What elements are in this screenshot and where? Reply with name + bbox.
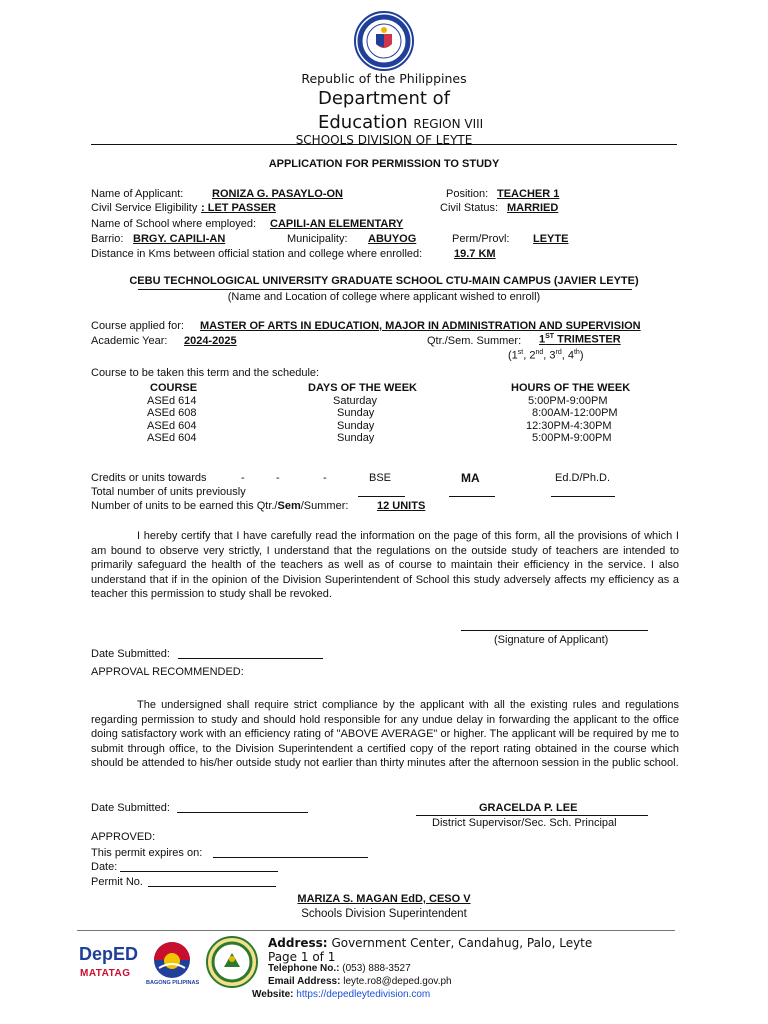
supervisor-signature-line — [416, 815, 648, 816]
schedule-header-hours: HOURS OF THE WEEK — [511, 382, 631, 394]
footer-telephone: Telephone No.: (053) 888-3527 — [268, 963, 411, 974]
term-label: Qtr./Sem. Summer: — [427, 335, 522, 347]
department-line: Department of — [318, 88, 450, 109]
undertaking-paragraph: The undersigned shall require strict compliance by the applicant with all the existing rules and regulations regarding permission to study and should hold responsible for any undue delay in forwarding the applicant to the office doing satisfactory work with an efficiency rating of "ABOVE AVERAGE" or higher. The applicant will be required by me to submit through office, to the Division Superintendent a certified copy of the report rating obtained in the course which should be attended to his/her outside study not earlier than thirty minutes after the afternoon session in the public school. — [91, 699, 679, 770]
supervisor-title: District Supervisor/Sec. Sch. Principal — [432, 817, 617, 829]
schedule-hours-3: 12:30PM-4:30PM — [526, 420, 612, 432]
supervisor-name: GRACELDA P. LEE — [479, 802, 578, 814]
permit-label: Permit No. — [91, 876, 143, 888]
barrio-label: Barrio: — [91, 233, 124, 245]
province-label: Perm/Provl: — [452, 233, 510, 245]
civil-status-value: MARRIED — [507, 202, 559, 214]
date-submitted-label-2: Date Submitted: — [91, 802, 170, 814]
website-link[interactable]: https://depedleytedivision.com — [296, 989, 431, 1000]
education-line — [318, 112, 483, 133]
credits-dash-3: - — [323, 472, 327, 484]
course-label: Course applied for: — [91, 320, 184, 332]
applicant-name: RONIZA G. PASAYLO-ON — [212, 188, 343, 200]
schedule-course-1: ASEd 614 — [147, 395, 197, 407]
municipality-value: ABUYOG — [368, 233, 417, 245]
term-hint: (1st, 2nd, 3rd, 4th) — [508, 349, 584, 362]
credits-bse: BSE — [369, 472, 392, 484]
credits-dash-2: - — [276, 472, 280, 484]
bagong-pilipinas-text: BAGONG PILIPINAS — [146, 980, 200, 986]
approval-recommended-label: APPROVAL RECOMMENDED: — [91, 666, 244, 678]
college-name: CEBU TECHNOLOGICAL UNIVERSITY GRADUATE SCHOOL CTU-MAIN CAMPUS (JAVIER LEYTE) — [129, 275, 639, 287]
distance-label: Distance in Kms between official station and college where enrolled: — [91, 248, 423, 260]
schedule-day-2: Sunday — [337, 407, 375, 419]
schedule-hours-4: 5:00PM-9:00PM — [532, 432, 612, 444]
footer-page: Page 1 of 1 — [268, 950, 336, 964]
certification-paragraph: I hereby certify that I have carefully read the information on the page of this form, all the provisions of which I am bound to observe very strictly, I understand that the regulations on the outside study of teachers are intended to primarily safeguard the health of the teachers as well as of course to maintain their efficiency in the service. I also understand that if in the opinion of the Division Superintendent of School this study adversely affects my efficiency as a teacher this permission to study shall be revoked. — [91, 530, 679, 601]
distance-value: 19.7 KM — [454, 248, 496, 260]
approved-label: APPROVED: — [91, 831, 156, 843]
region-label: REGION VIII — [413, 117, 484, 131]
date-submitted-label-1: Date Submitted: — [91, 648, 170, 660]
date-submitted-blank-2 — [177, 812, 308, 813]
previous-units-edd-blank — [551, 496, 615, 497]
course-value: MASTER OF ARTS IN EDUCATION, MAJOR IN ADMINISTRATION AND SUPERVISION — [200, 320, 641, 332]
name-label: Name of Applicant: — [91, 188, 184, 200]
province-value: LEYTE — [533, 233, 569, 245]
date-submitted-blank-1 — [178, 658, 323, 659]
schedule-course-3: ASEd 604 — [147, 420, 197, 432]
expires-label: This permit expires on: — [91, 847, 203, 859]
college-rule — [138, 289, 632, 290]
bagong-pilipinas-logo-icon — [145, 940, 199, 980]
term-value: 1ST TRIMESTER — [539, 333, 621, 346]
superintendent-name: MARIZA S. MAGAN EdD, CESO V — [297, 893, 471, 905]
schedule-header-course: COURSE — [150, 382, 198, 394]
schedule-day-1: Saturday — [333, 395, 378, 407]
deped-logo — [79, 944, 138, 965]
position-label: Position: — [446, 188, 489, 200]
deped-logo-text: DepED — [79, 944, 139, 964]
schedule-header-days: DAYS OF THE WEEK — [308, 382, 417, 394]
credits-label: Credits or units towards — [91, 472, 207, 484]
schedule-intro: Course to be taken this term and the schedule: — [91, 367, 320, 379]
schedule-hours-1: 5:00PM-9:00PM — [528, 395, 608, 407]
footer-rule — [77, 930, 675, 931]
education-word: Education — [318, 112, 408, 133]
previous-units-ma-blank — [449, 496, 495, 497]
barrio-value: BRGY. CAPILI-AN — [133, 233, 226, 245]
school-value: CAPILI-AN ELEMENTARY — [270, 218, 404, 230]
college-caption: (Name and Location of college where applicant wished to enroll) — [227, 291, 541, 303]
permit-blank — [148, 886, 276, 887]
footer-website: Website: https://depedleytedivision.com — [252, 989, 431, 1000]
footer-email: Email Address: leyte.ro8@deped.gov.ph — [268, 976, 452, 987]
civil-status-label: Civil Status: — [440, 202, 499, 214]
schedule-day-3: Sunday — [337, 420, 375, 432]
credits-dash-1: - — [241, 472, 245, 484]
division-line: SCHOOLS DIVISION OF LEYTE — [295, 133, 473, 144]
school-label: Name of School where employed: — [91, 218, 257, 230]
form-title: APPLICATION FOR PERMISSION TO STUDY — [268, 158, 500, 170]
academic-year-label: Academic Year: — [91, 335, 168, 347]
header-rule — [91, 144, 677, 145]
deped-seal-icon — [352, 10, 416, 72]
previous-units-label: Total number of units previously — [91, 486, 246, 498]
footer-address: Address: Government Center, Candahug, Palo, Leyte — [268, 936, 593, 950]
matatag-logo: MATATAG — [80, 968, 131, 979]
signature-caption: (Signature of Applicant) — [494, 634, 609, 646]
schedule-hours-2: 8:00AM-12:00PM — [532, 407, 618, 419]
expires-blank — [213, 857, 368, 858]
date-blank — [120, 871, 278, 872]
sdo-leyte-seal-icon — [206, 935, 258, 989]
schedule-day-4: Sunday — [337, 432, 375, 444]
earned-units-value: 12 UNITS — [377, 500, 426, 512]
signature-line — [461, 630, 648, 631]
previous-units-bse-blank — [358, 496, 405, 497]
schedule-course-4: ASEd 604 — [147, 432, 197, 444]
date-label: Date: — [91, 861, 118, 873]
credits-ma: MA — [461, 471, 480, 485]
municipality-label: Municipality: — [287, 233, 348, 245]
superintendent-title: Schools Division Superintendent — [301, 908, 467, 920]
academic-year-value: 2024-2025 — [184, 335, 237, 347]
eligibility-label: Civil Service Eligibility — [91, 202, 198, 214]
credits-edd: Ed.D/Ph.D. — [555, 472, 611, 484]
schedule-course-2: ASEd 608 — [147, 407, 197, 419]
republic-line: Republic of the Philippines — [301, 71, 467, 86]
position-value: TEACHER 1 — [497, 188, 560, 200]
eligibility-value: : LET PASSER — [201, 202, 276, 214]
earned-units-label: Number of units to be earned this Qtr./Sem/Summer: — [91, 500, 349, 512]
